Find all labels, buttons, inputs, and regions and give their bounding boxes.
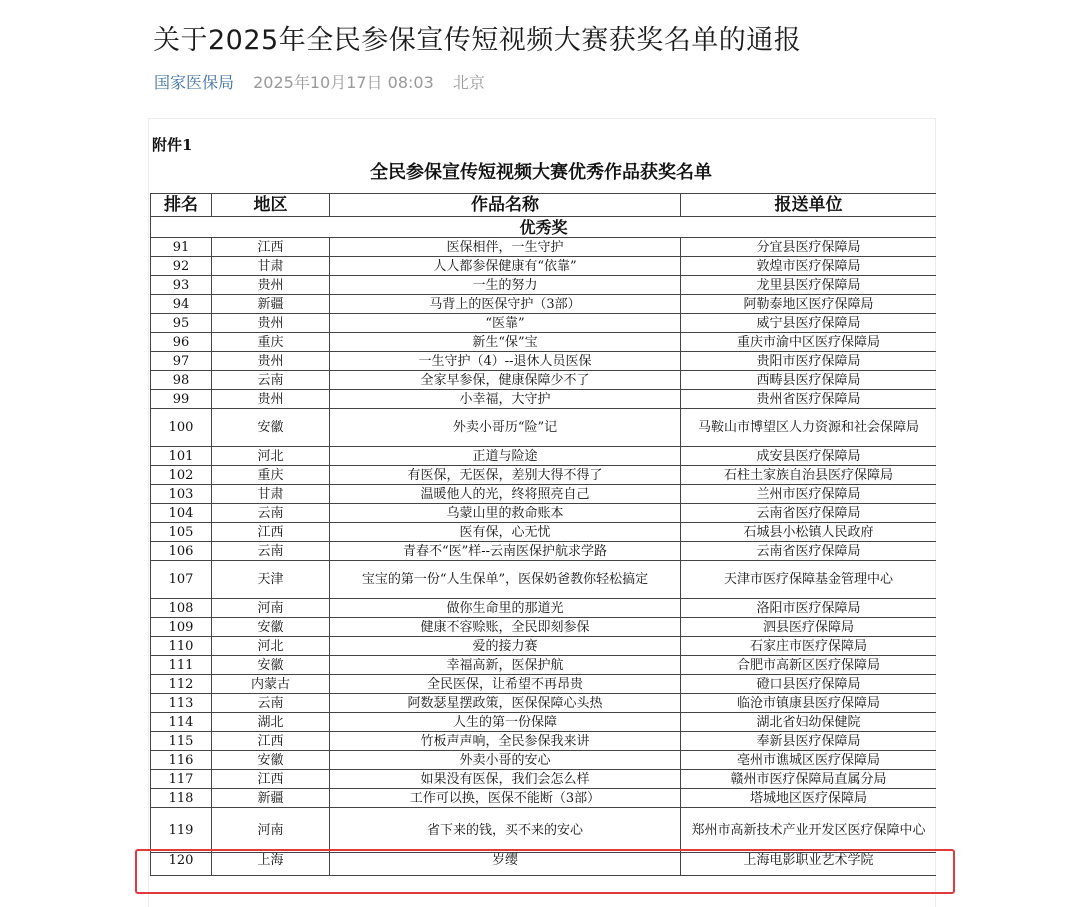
table-row xyxy=(151,656,937,675)
cell-rank: 117 xyxy=(151,770,212,789)
cell-region: 江西 xyxy=(212,770,330,789)
cell-rank: 120 xyxy=(151,853,212,876)
cell-work: 全家早参保，健康保障少不了 xyxy=(330,371,681,390)
cell-rank: 110 xyxy=(151,637,212,656)
cell-unit: 亳州市谯城区医疗保障局 xyxy=(681,751,937,770)
cell-unit: 磴口县医疗保障局 xyxy=(681,675,937,694)
table-row xyxy=(151,789,937,808)
cell-unit: 赣州市医疗保障局直属分局 xyxy=(681,770,937,789)
cell-work: “医靠” xyxy=(330,314,681,333)
cell-work: 外卖小哥的安心 xyxy=(330,751,681,770)
cell-region: 云南 xyxy=(212,371,330,390)
cell-region: 云南 xyxy=(212,694,330,713)
cell-unit: 分宜县医疗保障局 xyxy=(681,238,937,257)
cell-region: 安徽 xyxy=(212,656,330,675)
cell-region: 河南 xyxy=(212,599,330,618)
document-title: 全民参保宣传短视频大赛优秀作品获奖名单 xyxy=(370,162,712,183)
table-row xyxy=(151,276,937,295)
table-row xyxy=(151,314,937,333)
cell-work: 省下来的钱，买不来的安心 xyxy=(330,808,681,853)
cell-rank: 93 xyxy=(151,276,212,295)
cell-region: 新疆 xyxy=(212,295,330,314)
cell-region: 河南 xyxy=(212,808,330,853)
cell-rank: 101 xyxy=(151,447,212,466)
cell-rank: 97 xyxy=(151,352,212,371)
cell-region: 天津 xyxy=(212,561,330,599)
article-meta xyxy=(154,70,485,93)
cell-work: 健康不容赊账，全民即刻参保 xyxy=(330,618,681,637)
cell-rank: 118 xyxy=(151,789,212,808)
cell-rank: 102 xyxy=(151,466,212,485)
table-row xyxy=(151,732,937,751)
cell-region: 河北 xyxy=(212,637,330,656)
cell-unit: 云南省医疗保障局 xyxy=(681,542,937,561)
cell-unit: 郑州市高新技术产业开发区医疗保障中心 xyxy=(681,808,937,853)
cell-rank: 119 xyxy=(151,808,212,853)
cell-work: 一生守护（4）--退休人员医保 xyxy=(330,352,681,371)
cell-unit: 天津市医疗保障基金管理中心 xyxy=(681,561,937,599)
document-image xyxy=(148,118,936,907)
table-row xyxy=(151,599,937,618)
cell-work: 做你生命里的那道光 xyxy=(330,599,681,618)
cell-region: 贵州 xyxy=(212,314,330,333)
cell-work: 青春不“医”样--云南医保护航求学路 xyxy=(330,542,681,561)
cell-rank: 115 xyxy=(151,732,212,751)
cell-region: 上海 xyxy=(212,853,330,876)
cell-work: 新生“保”宝 xyxy=(330,333,681,352)
awards-table-body xyxy=(151,217,937,876)
cell-work: 马背上的医保守护（3部） xyxy=(330,295,681,314)
cell-work: 宝宝的第一份“人生保单”，医保奶爸教你轻松搞定 xyxy=(330,561,681,599)
cell-region: 甘肃 xyxy=(212,485,330,504)
cell-rank: 111 xyxy=(151,656,212,675)
cell-region: 贵州 xyxy=(212,352,330,371)
article-source-link[interactable]: 国家医保局 xyxy=(154,73,235,92)
cell-rank: 116 xyxy=(151,751,212,770)
section-label: 优秀奖 xyxy=(151,217,937,238)
cell-unit: 石城县小松镇人民政府 xyxy=(681,523,937,542)
cell-unit: 威宁县医疗保障局 xyxy=(681,314,937,333)
cell-work: 工作可以换，医保不能断（3部） xyxy=(330,789,681,808)
cell-work: 温暖他人的光，终将照亮自己 xyxy=(330,485,681,504)
header-unit: 报送单位 xyxy=(681,194,937,217)
cell-work: 爱的接力赛 xyxy=(330,637,681,656)
table-row xyxy=(151,694,937,713)
table-row xyxy=(151,257,937,276)
cell-region: 云南 xyxy=(212,542,330,561)
table-row xyxy=(151,371,937,390)
cell-unit: 临沧市镇康县医疗保障局 xyxy=(681,694,937,713)
cell-work: 正道与险途 xyxy=(330,447,681,466)
cell-unit: 合肥市高新区医疗保障局 xyxy=(681,656,937,675)
cell-work: 小幸福，大守护 xyxy=(330,390,681,409)
cell-region: 江西 xyxy=(212,238,330,257)
cell-work: 有医保，无医保，差别大得不得了 xyxy=(330,466,681,485)
article-date: 2025年10月17日 08:03 xyxy=(253,73,434,92)
cell-rank: 103 xyxy=(151,485,212,504)
cell-region: 安徽 xyxy=(212,409,330,447)
cell-region: 新疆 xyxy=(212,789,330,808)
table-header-row xyxy=(151,194,937,217)
cell-work: 幸福高新，医保护航 xyxy=(330,656,681,675)
cell-work: 阿数瑟星摆政策，医保保障心头热 xyxy=(330,694,681,713)
table-row xyxy=(151,466,937,485)
cell-unit: 贵阳市医疗保障局 xyxy=(681,352,937,371)
header-rank: 排名 xyxy=(151,194,212,217)
cell-unit: 马鞍山市博望区人力资源和社会保障局 xyxy=(681,409,937,447)
cell-work: 一生的努力 xyxy=(330,276,681,295)
cell-rank: 109 xyxy=(151,618,212,637)
cell-unit: 上海电影职业艺术学院 xyxy=(681,853,937,876)
table-row xyxy=(151,447,937,466)
table-row xyxy=(151,333,937,352)
table-row xyxy=(151,713,937,732)
cell-rank: 107 xyxy=(151,561,212,599)
table-row xyxy=(151,618,937,637)
cell-unit: 兰州市医疗保障局 xyxy=(681,485,937,504)
cell-region: 重庆 xyxy=(212,333,330,352)
cell-rank: 99 xyxy=(151,390,212,409)
table-row xyxy=(151,675,937,694)
table-row xyxy=(151,409,937,447)
cell-unit: 阿勒泰地区医疗保障局 xyxy=(681,295,937,314)
cell-region: 河北 xyxy=(212,447,330,466)
cell-region: 内蒙古 xyxy=(212,675,330,694)
article-location: 北京 xyxy=(452,73,485,92)
table-row xyxy=(151,751,937,770)
cell-rank: 112 xyxy=(151,675,212,694)
cell-work: 竹板声声响，全民参保我来讲 xyxy=(330,732,681,751)
cell-region: 重庆 xyxy=(212,466,330,485)
cell-region: 安徽 xyxy=(212,618,330,637)
cell-rank: 105 xyxy=(151,523,212,542)
cell-work: 医有保，心无忧 xyxy=(330,523,681,542)
cell-work: 全民医保，让希望不再昂贵 xyxy=(330,675,681,694)
cell-work: 外卖小哥历“险”记 xyxy=(330,409,681,447)
cell-region: 江西 xyxy=(212,732,330,751)
cell-rank: 96 xyxy=(151,333,212,352)
cell-rank: 100 xyxy=(151,409,212,447)
cell-rank: 95 xyxy=(151,314,212,333)
cell-work: 岁缨 xyxy=(330,853,681,876)
table-row xyxy=(151,853,937,876)
cell-work: 医保相伴，一生守护 xyxy=(330,238,681,257)
cell-unit: 敦煌市医疗保障局 xyxy=(681,257,937,276)
header-work: 作品名称 xyxy=(330,194,681,217)
table-row xyxy=(151,561,937,599)
cell-rank: 94 xyxy=(151,295,212,314)
cell-unit: 贵州省医疗保障局 xyxy=(681,390,937,409)
cell-unit: 泗县医疗保障局 xyxy=(681,618,937,637)
cell-work: 人生的第一份保障 xyxy=(330,713,681,732)
cell-region: 云南 xyxy=(212,504,330,523)
cell-unit: 重庆市渝中区医疗保障局 xyxy=(681,333,937,352)
cell-unit: 云南省医疗保障局 xyxy=(681,504,937,523)
cell-region: 贵州 xyxy=(212,390,330,409)
cell-rank: 113 xyxy=(151,694,212,713)
attachment-label: 附件1 xyxy=(152,136,193,154)
cell-region: 甘肃 xyxy=(212,257,330,276)
cell-work: 人人都参保健康有“依靠” xyxy=(330,257,681,276)
article-title: 关于2025年全民参保宣传短视频大赛获奖名单的通报 xyxy=(153,25,802,56)
table-row xyxy=(151,770,937,789)
cell-rank: 91 xyxy=(151,238,212,257)
cell-rank: 114 xyxy=(151,713,212,732)
cell-rank: 108 xyxy=(151,599,212,618)
cell-region: 安徽 xyxy=(212,751,330,770)
cell-work: 乌蒙山里的救命账本 xyxy=(330,504,681,523)
table-row xyxy=(151,504,937,523)
cell-unit: 石柱土家族自治县医疗保障局 xyxy=(681,466,937,485)
table-row xyxy=(151,390,937,409)
cell-work: 如果没有医保，我们会怎么样 xyxy=(330,770,681,789)
cell-unit: 湖北省妇幼保健院 xyxy=(681,713,937,732)
table-row xyxy=(151,808,937,853)
awards-table xyxy=(150,193,936,876)
table-row xyxy=(151,637,937,656)
cell-unit: 奉新县医疗保障局 xyxy=(681,732,937,751)
table-row xyxy=(151,238,937,257)
table-row xyxy=(151,352,937,371)
section-row xyxy=(151,217,937,238)
cell-unit: 塔城地区医疗保障局 xyxy=(681,789,937,808)
cell-region: 贵州 xyxy=(212,276,330,295)
cell-unit: 石家庄市医疗保障局 xyxy=(681,637,937,656)
header-region: 地区 xyxy=(212,194,330,217)
cell-unit: 成安县医疗保障局 xyxy=(681,447,937,466)
cell-rank: 98 xyxy=(151,371,212,390)
table-row xyxy=(151,523,937,542)
table-row xyxy=(151,295,937,314)
table-row xyxy=(151,485,937,504)
cell-unit: 龙里县医疗保障局 xyxy=(681,276,937,295)
cell-rank: 92 xyxy=(151,257,212,276)
cell-unit: 洛阳市医疗保障局 xyxy=(681,599,937,618)
cell-region: 江西 xyxy=(212,523,330,542)
table-row xyxy=(151,542,937,561)
cell-rank: 106 xyxy=(151,542,212,561)
cell-rank: 104 xyxy=(151,504,212,523)
cell-region: 湖北 xyxy=(212,713,330,732)
cell-unit: 西畴县医疗保障局 xyxy=(681,371,937,390)
